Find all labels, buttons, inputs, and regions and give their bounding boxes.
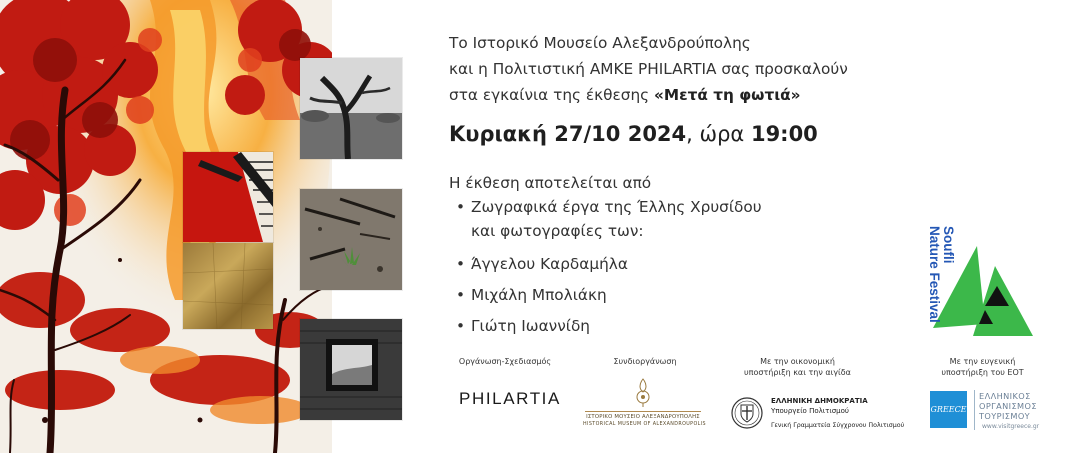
eot-word-3: ΤΟΥΡΙΣΜΟΥ bbox=[979, 411, 1031, 421]
coorganization-caption: Συνδιοργάνωση bbox=[613, 357, 677, 366]
museum-name-english: HISTORICAL MUSEUM OF ALEXANDROUPOLIS bbox=[583, 422, 706, 427]
bullet-dot: • bbox=[456, 255, 466, 273]
historical-museum-logo bbox=[583, 374, 706, 432]
festival-name-line-1: Soufli bbox=[941, 226, 956, 264]
eot-caption-line-1: Με την ευγενική bbox=[949, 357, 1016, 366]
photographer-name: Άγγελου Καρδαμήλα bbox=[471, 255, 628, 273]
exhibition-contents-list bbox=[456, 198, 762, 348]
painting-gold-leaf bbox=[183, 243, 273, 329]
intro-line-1: Το Ιστορικό Μουσείο Αλεξανδρούπολης bbox=[449, 34, 751, 52]
invitation-intro bbox=[449, 30, 848, 108]
eot-divider bbox=[974, 390, 975, 430]
eot-word-1: ΕΛΛΗΝΙΚΟΣ bbox=[979, 391, 1031, 401]
paintings-line-1: Ζωγραφικά έργα της Έλλης Χρυσίδου bbox=[471, 198, 762, 216]
eot-website: www.visitgreece.gr bbox=[982, 423, 1040, 430]
support-caption-line-1: Με την οικονομική bbox=[760, 357, 835, 366]
list-item-photographer bbox=[456, 286, 762, 317]
festival-name-line-2: Nature Festival bbox=[927, 226, 942, 323]
event-time-separator: , ώρα bbox=[686, 122, 751, 146]
hellenic-republic-seal-icon bbox=[731, 396, 763, 430]
event-time: 19:00 bbox=[750, 122, 818, 146]
museum-name-greek: ΙΣΤΟΡΙΚΟ ΜΟΥΣΕΙΟ ΑΛΕΞΑΝΔΡΟΥΠΟΛΗΣ bbox=[586, 414, 700, 420]
support-caption bbox=[740, 356, 855, 378]
event-date-time bbox=[449, 122, 818, 146]
eot-caption-line-2: υποστήριξη του ΕΟΤ bbox=[941, 368, 1024, 377]
bullet-dot: • bbox=[456, 317, 466, 335]
exhibition-title: «Μετά τη φωτιά» bbox=[654, 86, 801, 104]
photo-burnt-olive-tree bbox=[300, 58, 402, 159]
paintings-line-2: και φωτογραφίες των: bbox=[471, 222, 644, 240]
intro-line-3 bbox=[449, 82, 848, 108]
list-item-photographer bbox=[456, 255, 762, 286]
support-caption-line-2: υποστήριξη και την αιγίδα bbox=[744, 368, 851, 377]
ministry-of-culture-logo bbox=[731, 396, 906, 436]
painting-artwork bbox=[0, 0, 332, 453]
museum-divider bbox=[585, 411, 701, 412]
eot-caption bbox=[925, 356, 1040, 378]
photographer-name: Γιώτη Ιωαννίδη bbox=[471, 317, 590, 335]
festival-wordmark bbox=[928, 226, 964, 342]
ministry-line-1: ΕΛΛΗΝΙΚΗ ΔΗΜΟΚΡΑΤΙΑ bbox=[771, 397, 868, 405]
philartia-logo: PHILARTIA bbox=[459, 389, 561, 408]
event-date: Κυριακή 27/10 2024 bbox=[449, 122, 687, 146]
bullet-dot: • bbox=[456, 286, 466, 304]
ministry-line-2: Υπουργείο Πολιτισμού bbox=[771, 407, 849, 415]
greece-logo-box: GREECE bbox=[930, 391, 967, 428]
bullet-dot: • bbox=[456, 198, 466, 216]
list-item-photographer bbox=[456, 317, 762, 348]
list-item-paintings bbox=[456, 198, 762, 222]
photographer-name: Μιχάλη Μπολιάκη bbox=[471, 286, 607, 304]
intro-line-3-prefix: στα εγκαίνια της έκθεσης bbox=[449, 86, 654, 104]
list-item-photographs bbox=[456, 222, 762, 255]
organization-caption: Οργάνωση-Σχεδιασμός bbox=[458, 357, 552, 366]
eot-word-2: ΟΡΓΑΝΙΣΜΟΣ bbox=[979, 401, 1037, 411]
exhibition-composition-heading: Η έκθεση αποτελείται από bbox=[449, 174, 652, 192]
greek-tourism-organisation-logo bbox=[930, 388, 1060, 438]
photo-burnt-ground-sprout bbox=[300, 189, 402, 290]
painting-red-fragment bbox=[183, 152, 273, 242]
intro-line-2: και η Πολιτιστική ΑΜΚΕ PHILARTIA σας προσκαλούν bbox=[449, 60, 848, 78]
museum-emblem-icon bbox=[632, 378, 654, 408]
ministry-line-3: Γενική Γραμματεία Σύγχρονου Πολιτισμού bbox=[771, 422, 905, 429]
photo-burnt-window bbox=[300, 319, 402, 420]
